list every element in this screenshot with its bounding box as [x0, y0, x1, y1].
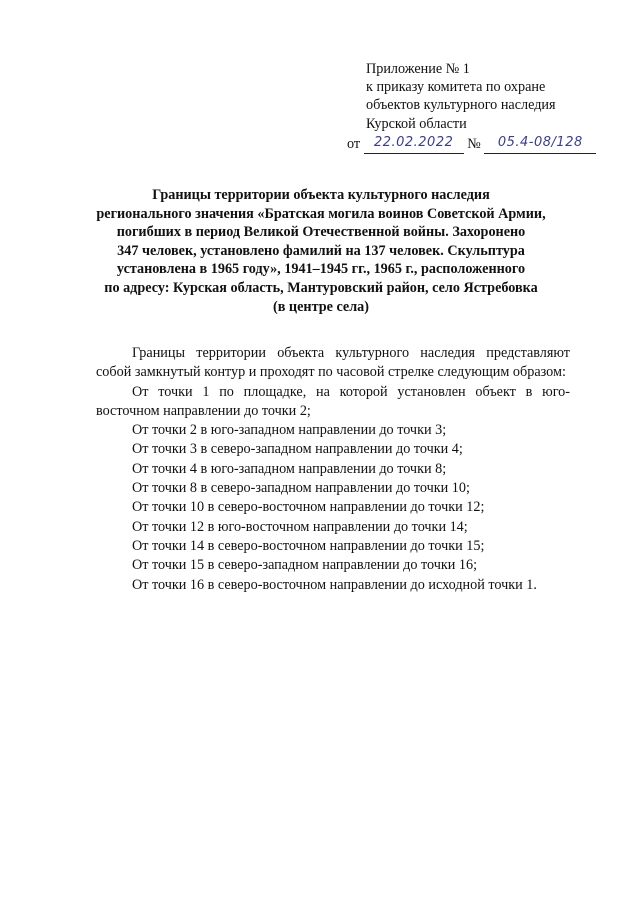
handwritten-number: 05.4-08/128 — [484, 133, 596, 154]
title-line: установлена в 1965 году», 1941–1945 гг., 1965 г., расположенного — [116, 261, 526, 278]
document-body — [96, 344, 570, 595]
boundary-step: От точки 15 в северо-западном направлении до точки 16; — [132, 557, 478, 574]
order-date-number — [347, 134, 596, 156]
boundary-step: От точки 14 в северо-восточном направлении до точки 15; — [132, 537, 485, 554]
title-line: погибших в период Великой Отечественной войны. Захоронено — [116, 224, 526, 241]
title-line: Границы территории объекта культурного наследия — [152, 187, 490, 203]
document-title — [96, 186, 546, 316]
boundary-step: От точки 16 в северо-восточном направлении до исходной точки 1. — [132, 576, 537, 593]
number-prefix: № — [467, 136, 481, 152]
title-line: регионального значения «Братская могила воинов Советской Армии, — [96, 205, 546, 222]
appendix-line: к приказу комитета по охране — [366, 79, 546, 96]
boundary-step: От точки 2 в юго-западном направлении до точки 3; — [132, 422, 447, 439]
appendix-block — [366, 60, 626, 133]
title-line: по адресу: Курская область, Мантуровский район, село Ястребовка — [104, 279, 538, 296]
boundary-step: От точки 12 в юго-восточном направлении до точки 14; — [132, 518, 468, 535]
title-line: 347 человек, установлено фамилий на 137 человек. Скульптура — [117, 242, 525, 259]
title-line: (в центре села) — [272, 298, 369, 315]
intro-paragraph: Границы территории объекта культурного наследия представляют собой замкнутый контур и проходят по часовой стрелке следующим образом: — [96, 345, 570, 381]
boundary-step: От точки 4 в юго-западном направлении до точки 8; — [132, 460, 447, 477]
boundary-step: От точки 3 в северо-западном направлении до точки 4; — [132, 441, 463, 458]
boundary-step: От точки 8 в северо-западном направлении до точки 10; — [132, 480, 470, 497]
appendix-line: Курской области — [366, 115, 467, 132]
date-prefix: от — [347, 136, 361, 152]
appendix-line: Приложение № 1 — [366, 61, 470, 77]
handwritten-date: 22.02.2022 — [364, 133, 464, 154]
boundary-step: От точки 10 в северо-восточном направлении до точки 12; — [132, 499, 485, 516]
boundary-step: От точки 1 по площадке, на которой установлен объект в юго-восточном направлении до точки 2; — [96, 383, 570, 419]
appendix-line: объектов культурного наследия — [366, 97, 556, 114]
